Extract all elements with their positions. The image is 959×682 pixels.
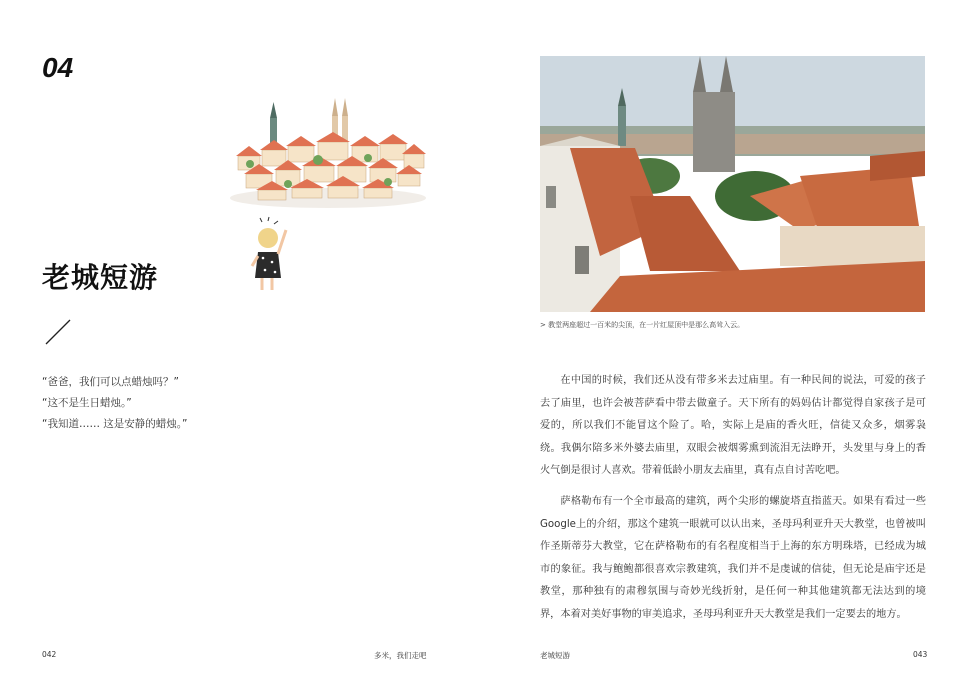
- body-paragraph: [540, 491, 926, 626]
- running-head-left: 多米，我们走吧: [374, 651, 427, 660]
- running-head-right: 老城短游: [540, 651, 570, 660]
- chapter-title: 老城短游: [42, 261, 159, 294]
- quote-line: “我知道…… 这是安静的蜡烛。”: [42, 418, 188, 430]
- quote-line: “爸爸，我们可以点蜡烛吗？”: [42, 376, 179, 388]
- slash-divider: [44, 318, 72, 346]
- body-paragraph: [540, 370, 926, 483]
- old-town-illustration: [228, 98, 433, 298]
- cathedral-photo: [540, 56, 925, 312]
- paragraph-text: 在中国的时候，我们还从没有带多米去过庙里。有一种民间的说法，可爱的孩子去了庙里，也许会被菩萨看中带去做童子。天下所有的妈妈估计都觉得自家孩子是可爱的，所以我们不能冒这个险了。哈，实际上是庙的香火旺，信徒又众多，烟雾袅绕。我偶尔陪多米外婆去庙里，双眼会被烟雾熏到流泪无法睁开，头发里与身上的香火气倒是很讨人喜欢。带着低龄小朋友去庙里，真有点自讨苦吃吧。: [540, 375, 926, 476]
- quote-line: “这不是生日蜡烛。”: [42, 397, 132, 409]
- chapter-number: 04: [42, 52, 74, 83]
- page-number-left: 042: [42, 650, 57, 659]
- paragraph-text: 萨格勒布有一个全市最高的建筑，两个尖形的螺旋塔直指蓝天。如果有看过一些Google上的介绍，那这个建筑一眼就可以认出来，圣母玛利亚升天大教堂，也曾被叫作圣斯蒂芬大教堂，它在萨格勒布的有名程度相当于上海的东方明珠塔，已经成为城市的象征。我与鲍鲍都很喜欢宗教建筑，我们并不是虔诚的信徒，但无论是庙宇还是教堂，那种独有的肃穆氛围与奇妙光线折射，是任何一种其他建筑都无法达到的境界，本着对美好事物的审美追求，圣母玛利亚升天大教堂是我们一定要去的地方。: [540, 496, 926, 620]
- dialogue-quotes: [42, 372, 187, 435]
- photo-caption: > 教堂两座超过一百米的尖顶，在一片红屋顶中是那么高耸入云。: [540, 321, 745, 329]
- page-number-right: 043: [913, 650, 928, 659]
